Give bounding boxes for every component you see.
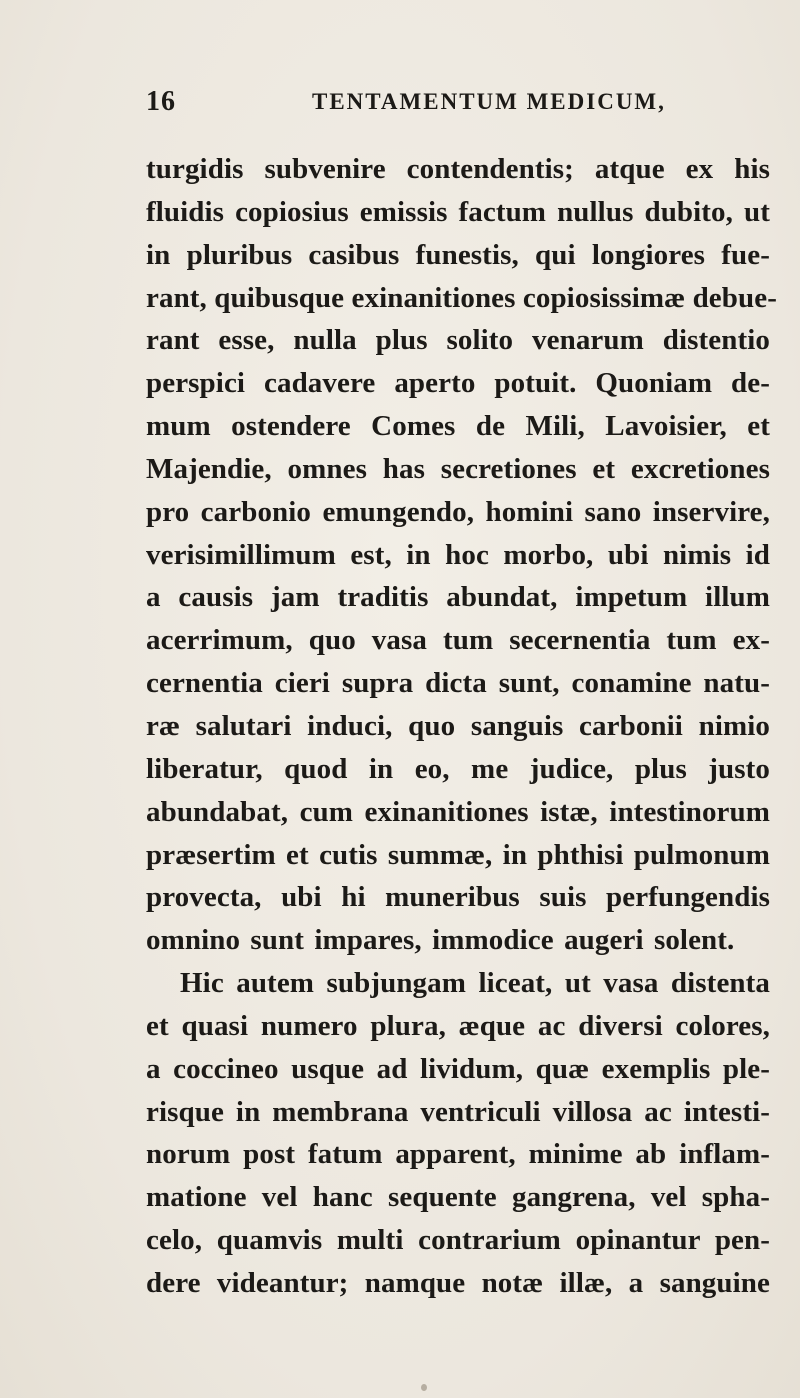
page-header: [146, 86, 666, 126]
page-number: 16: [146, 86, 176, 117]
text-line: dere videantur; namque notæ illæ, a sanguine: [146, 1266, 770, 1299]
text-line: risque in membrana ventriculi villosa ac intesti-: [146, 1095, 770, 1128]
running-title: TENTAMENTUM MEDICUM,: [312, 89, 666, 114]
text-line: provecta, ubi hi muneribus suis perfungendis: [146, 881, 770, 914]
text-line-indented: Hic autem subjungam liceat, ut vasa distenta: [180, 967, 770, 1000]
text-line: pro carbonio emungendo, homini sano inservire,: [146, 495, 770, 528]
text-line: mum ostendere Comes de Mili, Lavoisier, et: [146, 410, 770, 443]
text-line: matione vel hanc sequente gangrena, vel spha-: [146, 1181, 770, 1214]
text-line: ræ salutari induci, quo sanguis carbonii nimio: [146, 709, 770, 742]
text-line: et quasi numero plura, æque ac diversi colores,: [146, 1009, 770, 1042]
text-line: a coccineo usque ad lividum, quæ exemplis ple-: [146, 1052, 770, 1085]
text-line: verisimillimum est, in hoc morbo, ubi nimis id: [146, 538, 770, 571]
text-line: acerrimum, quo vasa tum secernentia tum ex-: [146, 624, 770, 657]
text-line: rant esse, nulla plus solito venarum distentio: [146, 324, 770, 357]
text-line: omnino sunt impares, immodice augeri solent.: [146, 924, 735, 957]
paper-speck: [421, 1384, 427, 1391]
text-line: rant, quibusque exinanitiones copiosissimæ debue-: [146, 281, 777, 314]
text-line: fluidis copiosius emissis factum nullus dubito, ut: [146, 195, 770, 228]
body-text: [146, 148, 777, 1305]
text-line: Majendie, omnes has secretiones et excretiones: [146, 452, 770, 485]
text-line: turgidis subvenire contendentis; atque ex his: [146, 153, 770, 185]
text-line: norum post fatum apparent, minime ab inflam-: [146, 1138, 770, 1171]
text-line: cernentia cieri supra dicta sunt, conamine natu-: [146, 667, 770, 700]
text-line: abundabat, cum exinanitiones istæ, intestinorum: [146, 795, 770, 828]
text-line: præsertim et cutis summæ, in phthisi pulmonum: [146, 838, 770, 871]
text-line: in pluribus casibus funestis, qui longiores fue-: [146, 238, 770, 271]
text-line: celo, quamvis multi contrarium opinantur pen-: [146, 1224, 770, 1257]
text-line: a causis jam traditis abundat, impetum illum: [146, 581, 770, 614]
text-line: perspici cadavere aperto potuit. Quoniam de-: [146, 367, 770, 400]
text-line: liberatur, quod in eo, me judice, plus justo: [146, 752, 770, 785]
